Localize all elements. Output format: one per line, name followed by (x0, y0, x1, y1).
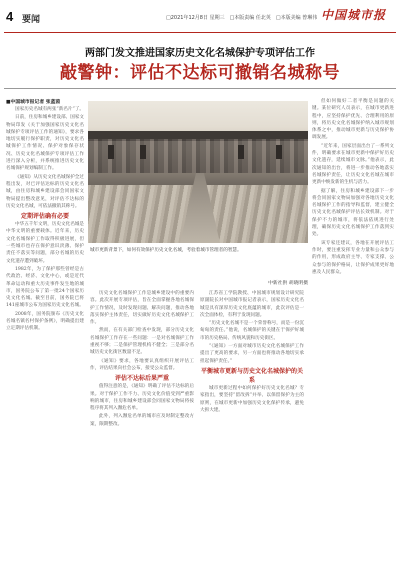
column-4 (312, 98, 394, 568)
paragraph: “历史文化名城不是一个荣誉称号，而是一份沉甸甸的责任。”他说，名城保护的关键在于保护好城市的历史格局、传统风貌和历史街区。 (200, 321, 304, 341)
photo-window (238, 145, 244, 159)
section-title: 要闻 (22, 15, 41, 25)
subheading: 平衡城市更新与历史文化名城保护的关系 (200, 367, 303, 384)
photo-window (140, 145, 146, 159)
paragraph: 值得注意的是，《通知》明确了评估不达标的后果。对于保护工作不力、历史文化价值受到严重影响的城市，住房和城乡建设部会同国家文物局将按程序将其列入濒危名单。 (90, 384, 194, 412)
paragraph: 江苏省工学院教授、中国城市规划设计研究院原副院长对中国城市报记者表示，国家历史文化名城是具有深厚历史文化底蕴的城市，此次评估是一次全面体检，有利于发现问题。 (200, 291, 304, 318)
paragraph: 国家历史名城有两张“新名片”了。 (15, 107, 84, 112)
photo-window (108, 145, 114, 159)
paragraph: 但如何做好二者平衡是问题的关键。某位研究人员表示，在城市更新进程中，应坚持保护优先、合理利用的原则，将历史文化名城保护纳入城市规划体系之中，推动城市更新与历史保护协调发展。 (312, 99, 394, 141)
paragraph: 《通知》从历史文化名城保护全过程出发，对已评估达标的历史文化名城，由住房和城乡建设部会同国家文物局提出整改意见，对评估不达标的历史文化名城，可依法撤销其称号。 (6, 174, 84, 209)
photo-caption: 城市更新背景下，如何有效保护历史文化名城，考验着城市管理者的智慧。 (90, 248, 242, 253)
column-1 (6, 98, 84, 568)
page-header (0, 0, 400, 34)
newspaper-logo: 中国城市报 (320, 8, 386, 22)
paragraph: 该专家还建议，各地在开展评估工作时，要注重发挥专业力量和公众参与的作用，形成政府主导、专家支撑、公众参与的保护格局，让保护成果更好地惠及人民群众。 (312, 240, 394, 275)
column-3 (200, 290, 304, 568)
header-rule (4, 32, 396, 33)
paragraph: 历史文化名城保护工作是城乡建设中的重要内容。此次开展专项评估，旨在全面掌握各地名城保护工作情况，及时发现问题、解决问题，推动各地落实保护主体责任，切实做好历史文化名城保护工作。 (90, 291, 194, 326)
paragraph: 然而，在有关部门检查中发现，部分历史文化名城保护工作存在一些问题：一是对名城保护工作重视不够；二是保护管理机构不健全；三是部分名城历史文化街区数量不足。 (90, 328, 194, 356)
column-2 (90, 290, 194, 568)
paragraph: “近年来，国家层面出台了一系列文件，明确要求在城市更新中保护好历史文化遗存，延续城市文脉。”他表示，此次通知的出台，将进一步推动各地落实名城保护责任，让历史文化名城在城市更新中焕发新的生机与活力。 (312, 143, 394, 186)
paragraph: 《通知》要求，各地要认真组织开展评估工作，评估结果向社会公布，接受公众监督。 (90, 358, 194, 371)
paragraph: 城市更新过程中如何保护好历史文化名城？专家指出，要坚持“留改拆”并举、以保留保护为主的原则，在城市更新中加强历史文化保护传承，避免大拆大建。 (200, 385, 304, 413)
date-line: □2021年12月8日 星期三 □本版责编 任北英 □本版美编 曾琳伟 (166, 15, 318, 21)
photo-window (276, 145, 282, 159)
subheading: 定期评估确有必要 (20, 213, 69, 221)
photo-wall (88, 139, 308, 173)
headline-rule (4, 88, 396, 89)
reporter-byline: ■中国城市报记者 张蓝茵 (6, 100, 61, 105)
paragraph: 据了解，住房和城乡建设部下一步将会同国家文物局加强对各地历史文化名城保护工作的指导和监督，建立健全历史文化名城保护评估长效机制。对于保护不力的城市，将依法依规进行处理，确保历史文化名城保护工作落到实处。 (312, 188, 394, 238)
paragraph: 2008年，国务院颁布《历史文化名城名镇名村保护条例》，明确提出建立定期评估机制。 (6, 311, 84, 332)
subheading: 评估不达标后果严重 (114, 375, 169, 383)
paragraph: 此外，列入濒危名单的城市应及时制定整改方案，限期整改。 (90, 414, 194, 427)
article-headline: 敲警钟：评估不达标可撤销名城称号 (60, 63, 340, 83)
page-number: 4 (6, 9, 14, 24)
paragraph: “《通知》一方面对城市历史文化名城保护工作提出了更高的要求，另一方面也将推动各地切实承担起保护责任。” (200, 344, 304, 364)
paragraph: 1982年，为了保护那些曾经是古代政治、经济、文化中心，或是近代革命运动和重大历史事件发生地的城市，国务院公布了第一批24个国家历史文化名城。截至目前，国务院已将141座城市公布为国家历史文化名城。 (6, 266, 84, 309)
photo-credit: 中新社供 胡晓明摄 (268, 281, 308, 286)
paragraph: 日前，住房和城乡建设部、国家文物局印发《关于加强国家历史文化名城保护专项评估工作的通知》，要求各地切实履行保护职责，对历史文化名城保护工作情况、保护对象保存状况、历史文化名城保护专项评估工作进行深入分析，并系统推进历史文化名城保护规划编制工作。 (6, 115, 84, 172)
article-kicker: 两部门发文推进国家历史文化名城保护专项评估工作 (85, 48, 315, 59)
article-photo (88, 101, 308, 243)
paragraph: 中华五千年文明，历史文化名城是中华文明的重要载体。近年来，历史文化名城保护工作取得积极进展，但一些城市也存在保护意识淡薄、保护责任不落实等问题，部分名城的历史文化遗存遭到破坏。 (6, 222, 84, 264)
